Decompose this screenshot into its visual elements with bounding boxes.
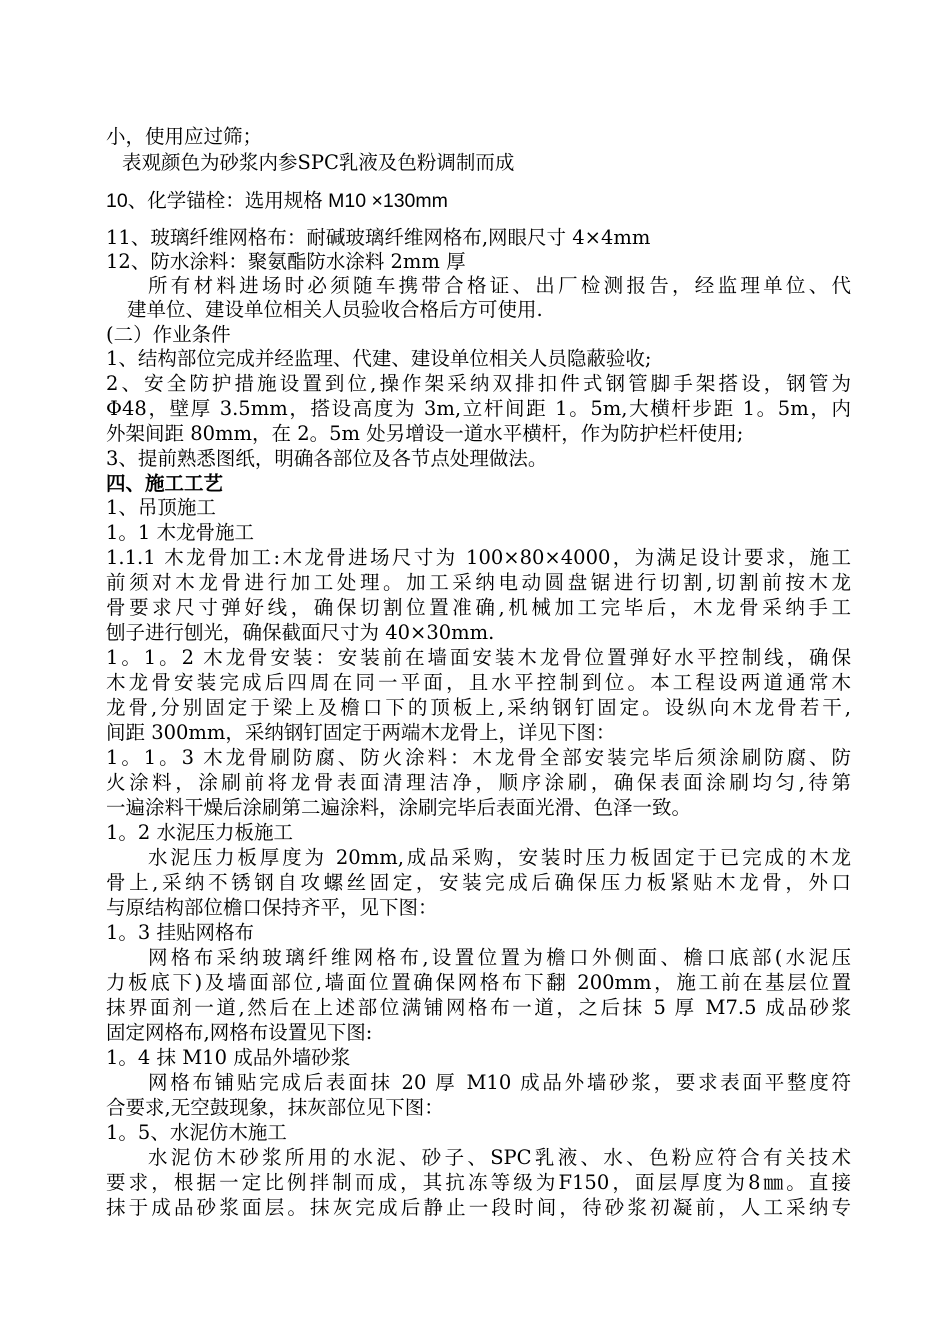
text-line: 1。1。3 木龙骨刷防腐、防火涂料：木龙骨全部安装完毕后须涂刷防腐、防	[106, 746, 851, 769]
text-line: 12、防水涂料：聚氨酯防水涂料 2mm 厚	[106, 250, 466, 273]
text-line: 1、结构部位完成并经监理、代建、建设单位相关人员隐蔽验收;	[106, 347, 652, 370]
text-line: 木龙骨安装完成后四周在同一平面，且水平控制到位。本工程设两道通常木	[106, 671, 851, 694]
subsection-heading: 1。1 木龙骨施工	[106, 521, 255, 544]
text-line: 1、吊顶施工	[106, 496, 216, 519]
text-line: 间距 300mm，采纳钢钉固定于两端木龙骨上，详见下图：	[106, 721, 616, 744]
text-line: 小，使用应过筛；	[106, 125, 263, 148]
text-line: 刨子进行刨光，确保截面尺寸为 40×30mm.	[106, 621, 495, 644]
text-line: Φ48，壁厚 3.5mm，搭设高度为 3m,立杆间距 1。5m,大横杆步距 1。5m，内	[106, 397, 851, 420]
text-line: 合要求,无空鼓现象，抹灰部位见下图：	[106, 1096, 444, 1119]
text-line: 一遍涂料干燥后涂刷第二遍涂料，涂刷完毕后表面光滑、色泽一致。	[106, 796, 692, 819]
text-line-content: 10、化学锚栓：选用规格 M10 ×130mm	[106, 190, 448, 212]
text-line: 建单位、建设单位相关人员验收合格后方可使用.	[127, 298, 543, 321]
text-line: 2、安全防护措施设置到位,操作架采纳双排扣件式钢管脚手架搭设，钢管为	[106, 372, 851, 395]
text-line: 网格布铺贴完成后表面抹 20 厚 M10 成品外墙砂浆，要求表面平整度符	[148, 1071, 851, 1094]
text-line: 与原结构部位檐口保持齐平，见下图：	[106, 896, 438, 919]
text-line: 水泥仿木砂浆所用的水泥、砂子、SPC乳液、水、色粉应符合有关技术	[148, 1146, 851, 1169]
text-line: 3、提前熟悉图纸，明确各部位及各节点处理做法。	[106, 447, 548, 470]
text-line: 1.1.1 木龙骨加工:木龙骨进场尺寸为 100×80×4000，为满足设计要求，施工	[106, 546, 851, 569]
text-line: 11、玻璃纤维网格布：耐碱玻璃纤维网格布,网眼尺寸 4×4mm	[106, 226, 651, 249]
text-line: 抹界面剂一道,然后在上述部位满铺网格布一道，之后抹 5 厚 M7.5 成品砂浆	[106, 996, 851, 1019]
text-line: 外架间距 80mm，在 2。5m 处另增设一道水平横杆，作为防护栏杆使用;	[106, 422, 744, 445]
text-line	[106, 189, 851, 212]
text-line: 所有材料进场时必须随车携带合格证、出厂检测报告，经监理单位、代	[148, 274, 851, 297]
text-line: 火涂料，涂刷前将龙骨表面清理洁净，顺序涂刷，确保表面涂刷均匀,待第	[106, 771, 851, 794]
subsection-heading: 1。3 挂贴网格布	[106, 921, 255, 944]
subsection-heading: 1。2 水泥压力板施工	[106, 821, 294, 844]
text-line: 骨要求尺寸弹好线，确保切割位置准确,机械加工完毕后，木龙骨采纳手工	[106, 596, 851, 619]
subsection-heading: 1。5、水泥仿木施工	[106, 1121, 287, 1144]
text-line: 力板底下)及墙面部位,墙面位置确保网格布下翻 200mm，施工前在基层位置	[106, 971, 851, 994]
section-heading: (二）作业条件	[106, 323, 231, 346]
subsection-heading: 1。4 抹 M10 成品外墙砂浆	[106, 1046, 351, 1069]
section-heading: 四、施工工艺	[106, 472, 224, 495]
text-line: 抹于成品砂浆面层。抹灰完成后静止一段时间，待砂浆初凝前，人工采纳专	[106, 1196, 851, 1219]
text-line: 网格布采纳玻璃纤维网格布,设置位置为檐口外侧面、檐口底部(水泥压	[148, 946, 851, 969]
text-line: 龙骨,分别固定于梁上及檐口下的顶板上,采纳钢钉固定。设纵向木龙骨若干,	[106, 696, 851, 719]
text-line: 前须对木龙骨进行加工处理。加工采纳电动圆盘锯进行切割,切割前按木龙	[106, 571, 851, 594]
text-line: 骨上,采纳不锈钢自攻螺丝固定，安装完成后确保压力板紧贴木龙骨，外口	[106, 871, 851, 894]
text-line: 表观颜色为砂浆内参SPC乳液及色粉调制而成	[122, 151, 515, 174]
text-line: 1。1。2 木龙骨安装：安装前在墙面安装木龙骨位置弹好水平控制线，确保	[106, 646, 851, 669]
text-line: 水泥压力板厚度为 20mm,成品采购，安装时压力板固定于已完成的木龙	[148, 846, 851, 869]
text-line: 要求，根据一定比例拌制而成，其抗冻等级为F150，面层厚度为8㎜。直接	[106, 1171, 851, 1194]
text-line: 固定网格布,网格布设置见下图:	[106, 1021, 373, 1044]
